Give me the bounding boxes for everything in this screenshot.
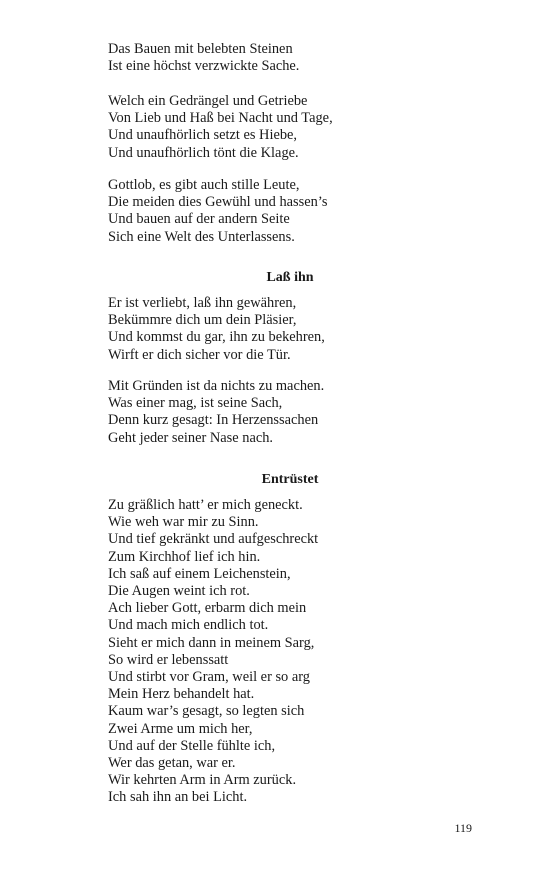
stanza [108, 93, 478, 162]
verse-line: Zum Kirchhof lief ich hin. [108, 548, 261, 565]
verse-line: Ich saß auf einem Leichenstein, [108, 565, 291, 582]
verse-line: Wirft er dich sicher vor die Tür. [108, 346, 291, 363]
verse-line: So wird er lebenssatt [108, 651, 229, 668]
stanza [108, 177, 478, 246]
stanza [108, 41, 478, 75]
verse-line: Und mach mich endlich tot. [108, 617, 269, 634]
verse-line: Gottlob, es gibt auch stille Leute, [108, 177, 300, 193]
verse-line: Bekümmre dich um dein Pläsier, [108, 312, 297, 329]
verse-line: Und unaufhörlich setzt es Hiebe, [108, 127, 298, 144]
page-number: 119 [454, 821, 472, 835]
poem-continuation [108, 41, 478, 75]
verse-line: Mit Gründen ist da nichts zu machen. [108, 378, 325, 394]
verse-line: Und auf der Stelle fühlte ich, [108, 737, 276, 754]
verse-line: Und stirbt vor Gram, weil er so arg [108, 669, 310, 686]
verse-line: Die Augen weint ich rot. [108, 583, 250, 600]
verse-line: Mein Herz behandelt hat. [108, 686, 255, 703]
verse-line: Zwei Arme um mich her, [108, 720, 253, 737]
verse-line: Und bauen auf der andern Seite [108, 211, 290, 228]
verse-line: Und kommst du gar, ihn zu bekehren, [108, 329, 325, 346]
verse-line: Wer das getan, war er. [108, 755, 236, 772]
poem-lass-ihn-stanza-1 [108, 295, 478, 364]
verse-line: Ach lieber Gott, erbarm dich mein [108, 600, 307, 617]
poem-entruestet [108, 497, 478, 807]
verse-line: Welch ein Gedrängel und Getriebe [108, 93, 308, 109]
verse-line: Sich eine Welt des Unterlassens. [108, 228, 295, 245]
verse-line: Sieht er mich dann in meinem Sarg, [108, 634, 315, 651]
poem-lass-ihn-stanza-2 [108, 378, 478, 447]
verse-line: Was einer mag, ist seine Sach, [108, 395, 283, 412]
poem-title-lass-ihn: Laß ihn [266, 270, 314, 285]
verse-line: Zu gräßlich hatt’ er mich geneckt. [108, 497, 303, 513]
stanza [108, 378, 478, 447]
verse-line: Von Lieb und Haß bei Nacht und Tage, [108, 110, 333, 127]
verse-line: Die meiden dies Gewühl und hassen’s [108, 194, 328, 211]
verse-line: Denn kurz gesagt: In Herzenssachen [108, 412, 319, 429]
verse-line: Ich sah ihn an bei Licht. [108, 789, 248, 806]
verse-line: Wie weh war mir zu Sinn. [108, 514, 259, 531]
poem-title-entruestet: Entrüstet [261, 472, 319, 487]
verse-line: Und unaufhörlich tönt die Klage. [108, 144, 299, 161]
verse-line: Ist eine höchst verzwickte Sache. [108, 58, 300, 75]
poem-continuation-stanza-3 [108, 177, 478, 246]
stanza [108, 497, 478, 807]
verse-line: Und tief gekränkt und aufgeschreckt [108, 531, 319, 548]
poem-continuation-stanza-2 [108, 93, 478, 162]
stanza [108, 295, 478, 364]
verse-line: Wir kehrten Arm in Arm zurück. [108, 772, 297, 789]
verse-line: Das Bauen mit belebten Steinen [108, 41, 293, 57]
verse-line: Geht jeder seiner Nase nach. [108, 429, 274, 446]
verse-line: Er ist verliebt, laß ihn gewähren, [108, 295, 297, 311]
verse-line: Kaum war’s gesagt, so legten sich [108, 703, 305, 720]
